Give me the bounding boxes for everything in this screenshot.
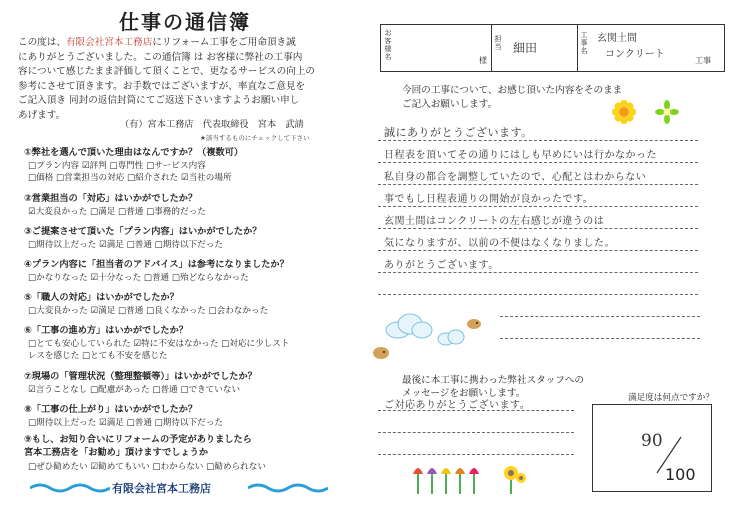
question-title: ⑤「職人の対応」はいかがでしたか？ xyxy=(24,292,179,303)
footer-company-name: 有限会社宮本工務店 xyxy=(112,482,211,495)
option-row[interactable]: □プラン内容 ☑評判 □専門性 □サービス内容 xyxy=(28,161,206,171)
work-label: 工事名 xyxy=(580,31,588,55)
question-title: ③ご提案させて頂いた「プラン内容」はいかがでしたか？ xyxy=(24,226,262,237)
question-7-options[interactable] xyxy=(28,384,240,396)
ruled-line xyxy=(378,432,574,433)
question-7 xyxy=(24,371,257,384)
header-info-box xyxy=(380,24,725,72)
customer-name-cell[interactable] xyxy=(381,25,492,71)
question-6 xyxy=(24,325,188,338)
message-prompt: 最後に本工事に携わった弊社スタッフへの メッセージをお願いします。 xyxy=(402,375,584,399)
question-title: ②営業担当の「対応」はいかがでしたか？ xyxy=(24,193,198,204)
cloud-icon xyxy=(436,328,466,346)
intro-line1-post: にリフォーム工事をご用命頂き誠 xyxy=(152,37,296,48)
question-8 xyxy=(24,404,197,417)
option-row[interactable]: □かなりなった ☑十分なった □普通 □殆どならなかった xyxy=(28,273,249,283)
handwritten-line: 気になりますが、以前の不便はなくなりました。 xyxy=(384,238,615,249)
work-suffix: 工事 xyxy=(695,56,711,65)
option-row[interactable]: ☑大変良かった □満足 □普通 □事務的だった xyxy=(28,207,206,217)
score-total: 100 xyxy=(665,465,696,484)
ruled-line xyxy=(378,454,574,455)
check-note: ★該当するものにチェックして下さい xyxy=(200,134,310,142)
score-value: 90 xyxy=(641,431,663,451)
handwritten-line: 玄関土間はコンクリートの左右感じが違うのは xyxy=(384,216,605,227)
option-row[interactable]: □価格 □営業担当の対応 □紹介された ☑当社の場所 xyxy=(28,173,232,184)
question-title: ⑧「工事の仕上がり」はいかがでしたか？ xyxy=(24,404,198,415)
question-4 xyxy=(24,259,289,272)
option-row[interactable]: □大変良かった ☑満足 □普通 □良くなかった □会わなかった xyxy=(28,306,269,316)
comment-prompt: 今回の工事について、お感じ頂いた内容をそのまま ご記入お願いします。 xyxy=(402,85,623,110)
ruled-line xyxy=(378,184,698,185)
tulips-icon xyxy=(410,462,490,494)
staff-value: 細田 xyxy=(513,41,538,55)
question-2 xyxy=(24,193,197,206)
score-box[interactable] xyxy=(592,404,712,492)
ruled-line xyxy=(500,316,700,317)
intro-line: ご記入頂き 同封の返信封筒にてご返送下さいますようお願い申し xyxy=(18,95,300,107)
ruled-line xyxy=(378,228,698,229)
ruled-line xyxy=(378,294,698,295)
intro-line1-pre: この度は、 xyxy=(18,37,66,48)
option-row[interactable]: □期待以上だった ☑満足 □普通 □期待以下だった xyxy=(28,418,223,428)
option-row[interactable]: □ぜひ勧めたい ☑勧めてもいい □わからない □勧められない xyxy=(28,462,266,472)
work-value-1: 玄関土間 xyxy=(597,33,637,44)
handwritten-line: 誠にありがとうございます。 xyxy=(384,126,533,139)
question-2-options[interactable] xyxy=(28,206,206,218)
intro-line: にありがとうございました。この通信簿 は お客様に弊社の工事内 xyxy=(18,51,303,63)
question-title: ⑨もし、お知り合いにリフォームの予定がありましたら 宮本工務店を「お勧め」頂けますでしょうか xyxy=(24,434,252,458)
question-title: ①弊社を選んで頂いた理由はなんですか？（複数可） xyxy=(24,147,244,158)
handwritten-line: 日程表を頂いてその通りにはしも早めにいは行かなかった xyxy=(384,150,657,161)
option-row[interactable]: レスを感じた □とても不安を感じた xyxy=(28,351,168,362)
question-1 xyxy=(24,147,243,160)
intro-line: 容について感じたまま評価して頂くことで、更なるサービスの向上の xyxy=(18,66,316,78)
question-4-options[interactable] xyxy=(28,272,249,284)
question-5 xyxy=(24,292,179,305)
option-row[interactable]: ☑言うことなし □配慮があった □普通 □できていない xyxy=(28,385,241,395)
question-6-options[interactable] xyxy=(28,338,289,362)
question-3 xyxy=(24,226,261,239)
ruled-line xyxy=(378,162,698,163)
wave-decoration-left xyxy=(30,482,110,494)
ruled-line xyxy=(378,272,698,273)
ruled-line xyxy=(500,338,700,339)
cloud-icon xyxy=(384,312,434,340)
staff-message: ご対応ありがとうございます。 xyxy=(384,400,531,411)
company-name-red: 有限会社宮本工務店 xyxy=(65,37,153,48)
work-value-2: コンクリート xyxy=(605,49,665,60)
ruled-line xyxy=(378,206,698,207)
page-title: 仕事の通信簿 xyxy=(119,10,251,34)
score-label: 満足度は何点ですか？ xyxy=(628,393,714,403)
wave-decoration-right xyxy=(248,482,328,494)
question-3-options[interactable] xyxy=(28,239,223,251)
question-title: ⑦現場の「管理状況（整理整頓等）」はいかがでしたか？ xyxy=(24,371,257,382)
handwritten-line: ありがとうございます。 xyxy=(384,260,499,271)
signature: （有）宮本工務店 代表取締役 宮本 武請 xyxy=(120,119,304,130)
work-cell[interactable] xyxy=(577,25,724,71)
intro-line: あげます。 xyxy=(18,109,66,121)
option-row[interactable]: □期待以上だった ☑満足 □普通 □期待以下だった xyxy=(28,240,223,250)
sunflower-small-icon xyxy=(502,464,528,494)
question-1-options[interactable] xyxy=(28,160,232,184)
ruled-line xyxy=(378,140,698,141)
intro-text xyxy=(18,36,363,124)
option-row[interactable]: □とても安心していられた ☑特に不安はなかった □対応に少しスト xyxy=(28,339,290,349)
question-title: ④プラン内容に「担当者のアドバイス」は参考になりましたか？ xyxy=(24,259,289,270)
bird-icon xyxy=(466,318,482,330)
green-flower-icon xyxy=(655,100,679,124)
intro-line: 参考にさせて頂きます。お手数ではございますが、率直なご意見を xyxy=(18,80,306,92)
question-5-options[interactable] xyxy=(28,305,268,317)
staff-cell[interactable] xyxy=(491,25,578,71)
customer-label: お客様名 xyxy=(384,29,392,61)
ruled-line xyxy=(378,250,698,251)
sunflower-icon xyxy=(612,100,636,124)
bird-icon xyxy=(372,346,390,360)
staff-label: 担当 xyxy=(494,35,502,51)
question-8-options[interactable] xyxy=(28,417,223,429)
handwritten-line: 事でもし日程表通りの開始が良かったです。 xyxy=(384,194,594,205)
customer-suffix: 様 xyxy=(479,56,487,65)
question-9-options[interactable] xyxy=(28,461,266,473)
question-9 xyxy=(24,434,252,459)
question-title: ⑥「工事の進め方」はいかがでしたか？ xyxy=(24,325,188,336)
handwritten-line: 私自身の都合を調整していたので、心配とはわからない xyxy=(384,172,647,183)
